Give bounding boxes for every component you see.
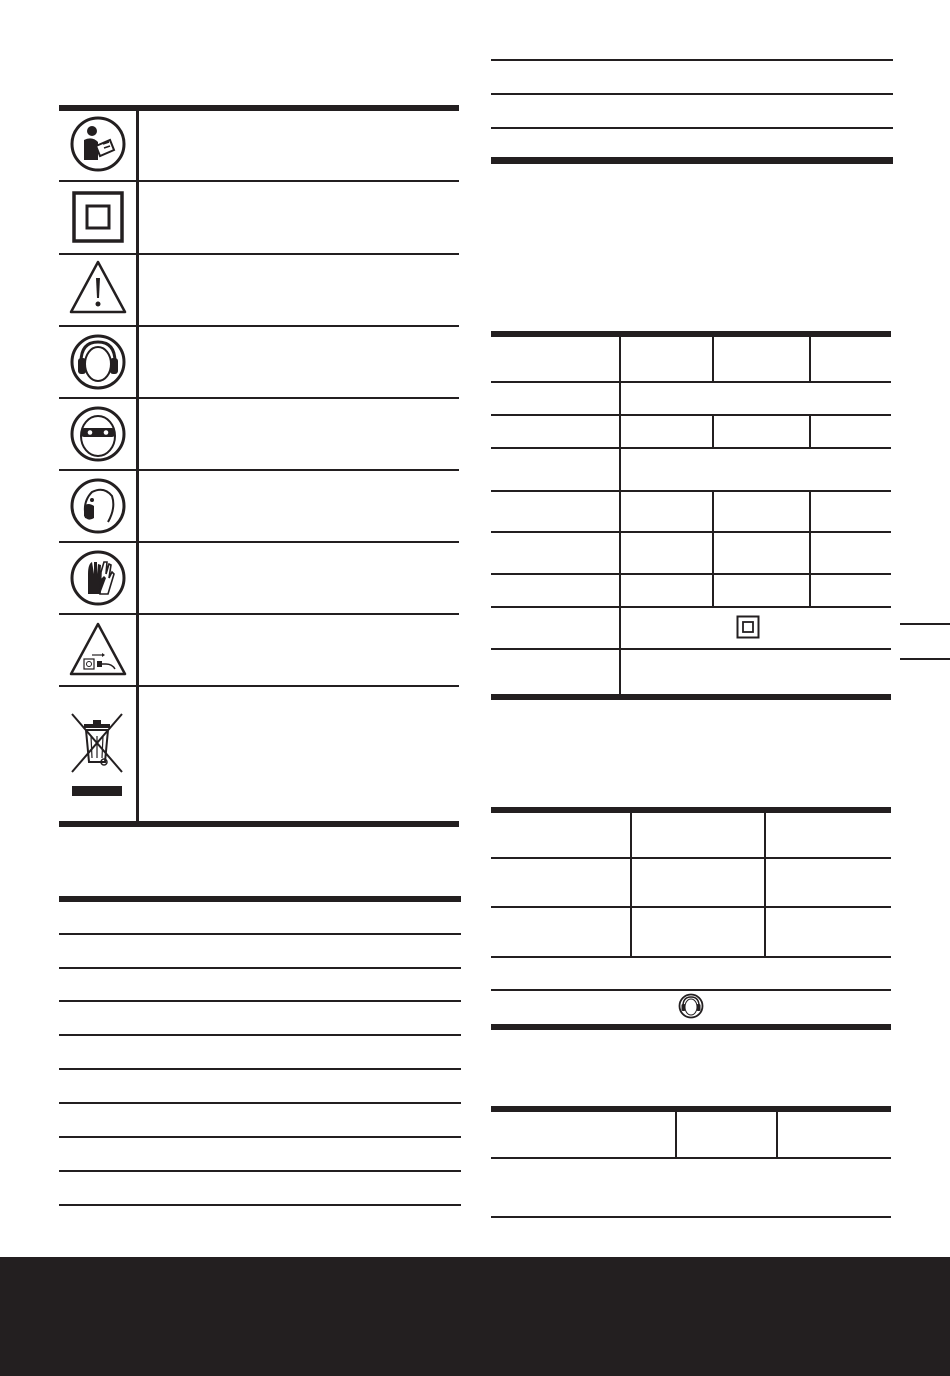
tech-table-row-line — [491, 490, 891, 492]
tech-table-row-line — [491, 381, 891, 383]
tech-table-col-divider — [809, 337, 811, 381]
symbols-table-bottom-rule — [59, 821, 459, 827]
parts-list-row-line — [59, 967, 461, 969]
tech-table-row-line — [491, 606, 891, 608]
right-top-row-line — [491, 127, 893, 129]
parts-list-row-line — [59, 933, 461, 935]
ear-protection-icon — [678, 993, 704, 1019]
tech-table-row-line — [491, 531, 891, 533]
parts-list-row-line — [59, 1000, 461, 1002]
parts-list-row-line — [59, 1034, 461, 1036]
dust-mask-icon — [70, 478, 126, 534]
symbols-row-separator — [59, 253, 459, 255]
ear-protection-icon — [70, 334, 126, 390]
parts-list-row-line — [59, 1136, 461, 1138]
vibration-table-col-divider — [776, 1112, 778, 1158]
vibration-table-top-rule — [491, 1106, 891, 1112]
page-tab-mark — [900, 623, 950, 625]
right-top-row-line — [491, 59, 893, 61]
gloves-icon — [70, 550, 126, 606]
double-insulation-icon — [72, 191, 124, 243]
vibration-table-col-divider — [675, 1112, 677, 1158]
noise-table-col-divider — [630, 813, 632, 956]
tech-table-label-divider — [619, 337, 621, 695]
unplug-warning-icon — [68, 621, 128, 677]
right-top-bottom-rule — [491, 157, 893, 164]
eye-protection-icon — [70, 406, 126, 462]
tech-table-col-divider — [712, 416, 714, 447]
tech-table-row-line — [491, 573, 891, 575]
noise-table-col-divider — [764, 813, 766, 956]
parts-list-row-line — [59, 1170, 461, 1172]
parts-list-row-line — [59, 1068, 461, 1070]
page-tab-mark — [900, 658, 950, 660]
noise-table-row-line — [491, 989, 891, 991]
tech-table-row-line — [491, 648, 891, 650]
warning-triangle-icon — [68, 259, 128, 315]
tech-table-top-rule — [491, 331, 891, 337]
vibration-table-row-line — [491, 1216, 891, 1218]
tech-table-col-divider — [809, 416, 811, 447]
read-manual-icon — [70, 116, 126, 172]
symbols-row-separator — [59, 180, 459, 182]
noise-table-top-rule — [491, 807, 891, 813]
tech-table-row-line — [491, 447, 891, 449]
tech-table-bottom-rule — [491, 694, 891, 700]
vibration-table-row-line — [491, 1157, 891, 1159]
symbols-row-separator — [59, 325, 459, 327]
symbols-table-divider — [136, 105, 139, 827]
parts-list-row-line — [59, 1102, 461, 1104]
noise-table-row-line — [491, 956, 891, 958]
symbols-row-separator — [59, 685, 459, 687]
noise-table-bottom-rule — [491, 1024, 891, 1030]
symbols-table-top-rule — [59, 105, 459, 111]
symbols-row-separator — [59, 469, 459, 471]
footer-band — [0, 1257, 950, 1376]
symbols-row-separator — [59, 613, 459, 615]
right-top-row-line — [491, 93, 893, 95]
double-insulation-icon — [736, 615, 760, 639]
symbols-row-separator — [59, 541, 459, 543]
weee-crossed-bin-icon — [68, 710, 126, 798]
tech-table-row-line — [491, 414, 891, 416]
parts-list-top-rule — [59, 896, 461, 902]
tech-table-col-divider — [712, 337, 714, 381]
symbols-row-separator — [59, 397, 459, 399]
parts-list-row-line — [59, 1204, 461, 1206]
tech-table-col-divider — [809, 492, 811, 606]
noise-table-row-line — [491, 857, 891, 859]
tech-table-col-divider — [712, 492, 714, 606]
noise-table-row-line — [491, 906, 891, 908]
